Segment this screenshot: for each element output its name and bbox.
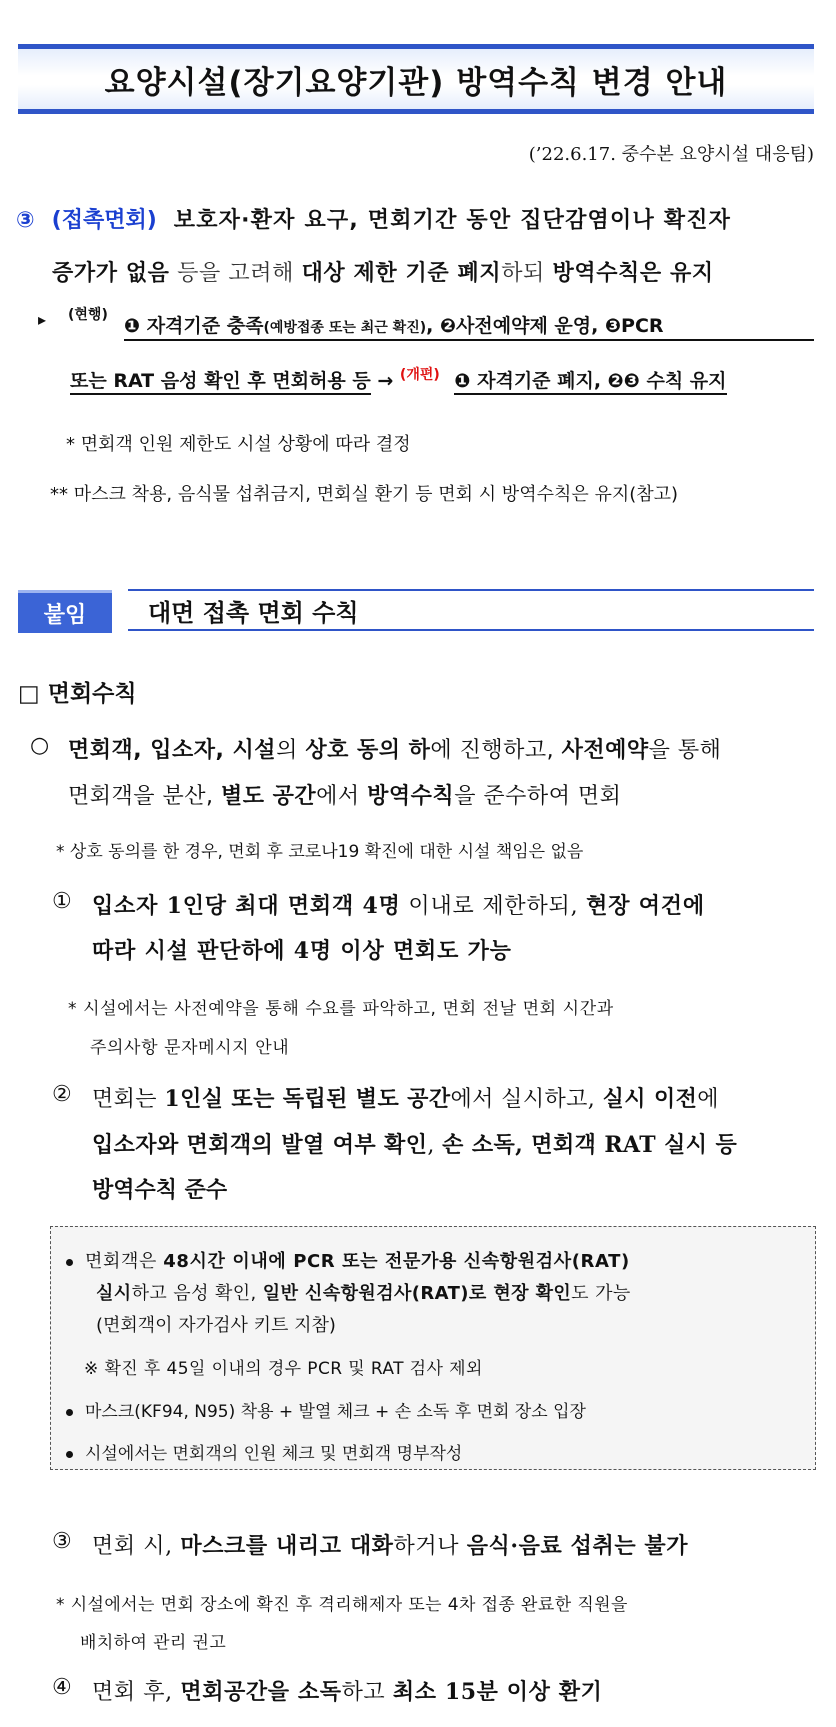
text-run: 에서 실시하고, (450, 1087, 603, 1112)
section3-line1-text: 보호자·환자 요구, 면회기간 동안 집단감염이나 확진자 (173, 208, 732, 233)
text-run: 손 소독, 면회객 RAT 실시 등 (442, 1132, 738, 1158)
text-run: 상호 동의 하 (305, 738, 431, 763)
text-run: 마스크를 내리고 대화 (180, 1533, 394, 1559)
attachment-title: 대면 접촉 면회 수칙 (148, 598, 359, 627)
current-rule-line1: ❶ 자격기준 충족(예방접종 또는 최근 확진), ❷사전예약제 운영, ❸PCR (124, 311, 814, 341)
item3-note2: 배치하여 관리 권고 (80, 1633, 227, 1653)
arrow-marker: ▸ (38, 310, 47, 329)
item2-line2 (92, 1128, 737, 1159)
text-run: 도 가능 (571, 1283, 631, 1304)
text-run: 방역수칙 (367, 784, 455, 809)
box-item1-line3: (면회객이 자가검사 키트 지참) (96, 1315, 336, 1336)
p1-line1 (68, 733, 721, 764)
item2-marker: ② (52, 1082, 72, 1107)
bullet-dot (66, 1451, 73, 1458)
revised-tag: (개편) (399, 367, 440, 383)
note-visitor-limit: * 면회객 인원 제한도 시설 상황에 따라 결정 (66, 434, 411, 455)
title-banner (18, 44, 814, 114)
revised-rule: ❶ 자격기준 폐지, ❷❸ 수칙 유지 (454, 370, 726, 395)
page-title: 요양시설(장기요양기관) 방역수칙 변경 안내 (104, 64, 728, 101)
text-run: 면회객은 (85, 1251, 164, 1272)
box-item1-line2 (96, 1279, 631, 1305)
text-run: 면회는 (92, 1087, 165, 1112)
bullet-dot (66, 1259, 73, 1266)
text-run: 입소자 1인당 최대 면회객 4명 (92, 893, 401, 919)
item3-note1: * 시설에서는 면회 장소에 확진 후 격리해제자 또는 4차 접종 완료한 직원을 (56, 1595, 628, 1615)
text-run: 을 준수하여 면회 (454, 784, 622, 809)
text-run: 실시 이전 (602, 1086, 698, 1112)
date-line: (’22.6.17. 중수본 요양시설 대응팀) (528, 144, 814, 165)
item4-marker: ④ (52, 1675, 72, 1700)
text-run: 실시 (96, 1283, 132, 1304)
rules-heading: □ 면회수칙 (18, 681, 137, 707)
section3-line1 (16, 203, 731, 234)
text-run: 에 (697, 1087, 719, 1112)
text-run: 별도 공간 (221, 784, 317, 809)
item3-line (92, 1529, 688, 1560)
item1-marker: ① (52, 889, 72, 914)
text-run: 에서 (316, 784, 368, 809)
p1-marker: ○ (30, 733, 50, 758)
text-run: 면회객, 입소자, 시설 (68, 738, 277, 763)
text-run: 48시간 이내에 PCR 또는 전문가용 신속항원검사(RAT) (163, 1251, 630, 1272)
bullet-dot (66, 1409, 73, 1416)
box-item3: 시설에서는 면회객의 인원 체크 및 면회객 명부작성 (66, 1439, 462, 1464)
text-run: 이내로 제한하되, (400, 894, 587, 919)
item4-line (92, 1675, 602, 1706)
item1-line1 (92, 889, 705, 920)
p1-note: * 상호 동의를 한 경우, 면회 후 코로나19 확진에 대한 시설 책임은 없음 (56, 842, 584, 862)
note-mask-rules: ** 마스크 착용, 음식물 섭취금지, 면회실 환기 등 면회 시 방역수칙은 유지(참고) (50, 484, 679, 505)
item1-line2: 따라 시설 판단하에 4명 이상 면회도 가능 (92, 938, 512, 964)
item2-line3: 방역수칙 준수 (92, 1177, 228, 1203)
text-run: 입소자와 면회객의 발열 여부 확인 (92, 1132, 428, 1158)
text-run: 을 통해 (648, 738, 722, 763)
box-note: ※ 확진 후 45일 이내의 경우 PCR 및 RAT 검사 제외 (84, 1359, 483, 1379)
text-run: 사전예약 (561, 738, 649, 763)
attachment-title-box (128, 589, 814, 631)
text-run: , (427, 1133, 443, 1158)
text-run: 하고 음성 확인, (131, 1283, 263, 1304)
section3-line2: 증가가 없음 등을 고려해 대상 제한 기준 폐지하되 방역수칙은 유지 (52, 261, 714, 286)
text-run: 면회공간을 소독 (180, 1679, 342, 1705)
item2-line1 (92, 1082, 719, 1113)
text-run: 최소 15분 이상 환기 (392, 1679, 603, 1705)
item3-marker: ③ (52, 1529, 72, 1554)
text-run: 에 진행하고, (430, 738, 562, 763)
item1-note1: * 시설에서는 사전예약을 통해 수요를 파악하고, 면회 전날 면회 시간과 (68, 999, 614, 1019)
attachment-label: 붙임 (18, 590, 112, 633)
section3-head: (접촉면회) (51, 208, 157, 233)
text-run: 면회 시, (92, 1534, 181, 1559)
box-item1-line1 (66, 1247, 630, 1273)
p1-line2 (68, 779, 621, 810)
text-run: 면회객을 분산, (68, 784, 221, 809)
text-run: 음식·음료 섭취는 불가 (466, 1533, 689, 1559)
text-run: 하거나 (393, 1534, 467, 1559)
text-run: 면회 후, (92, 1680, 181, 1705)
text-run: 하고 (341, 1680, 393, 1705)
section3-marker: ③ (16, 208, 35, 233)
text-run: 1인실 또는 독립된 별도 공간 (164, 1086, 451, 1112)
current-tag: (현행) (68, 307, 108, 323)
item1-note2: 주의사항 문자메시지 안내 (90, 1038, 290, 1058)
text-run: 의 (276, 738, 306, 763)
current-rule-line2: 또는 RAT 음성 확인 후 면회허용 등 → $^{(개편)}$ ❶ 자격기준 폐지, ❷❸ 수칙 유지 (70, 366, 727, 393)
text-run: 현장 여건에 (586, 893, 705, 919)
box-item2: 마스크(KF94, N95) 착용 + 발열 체크 + 손 소독 후 면회 장소 입장 (66, 1397, 586, 1422)
text-run: 일반 신속항원검사(RAT)로 현장 확인 (262, 1283, 572, 1304)
